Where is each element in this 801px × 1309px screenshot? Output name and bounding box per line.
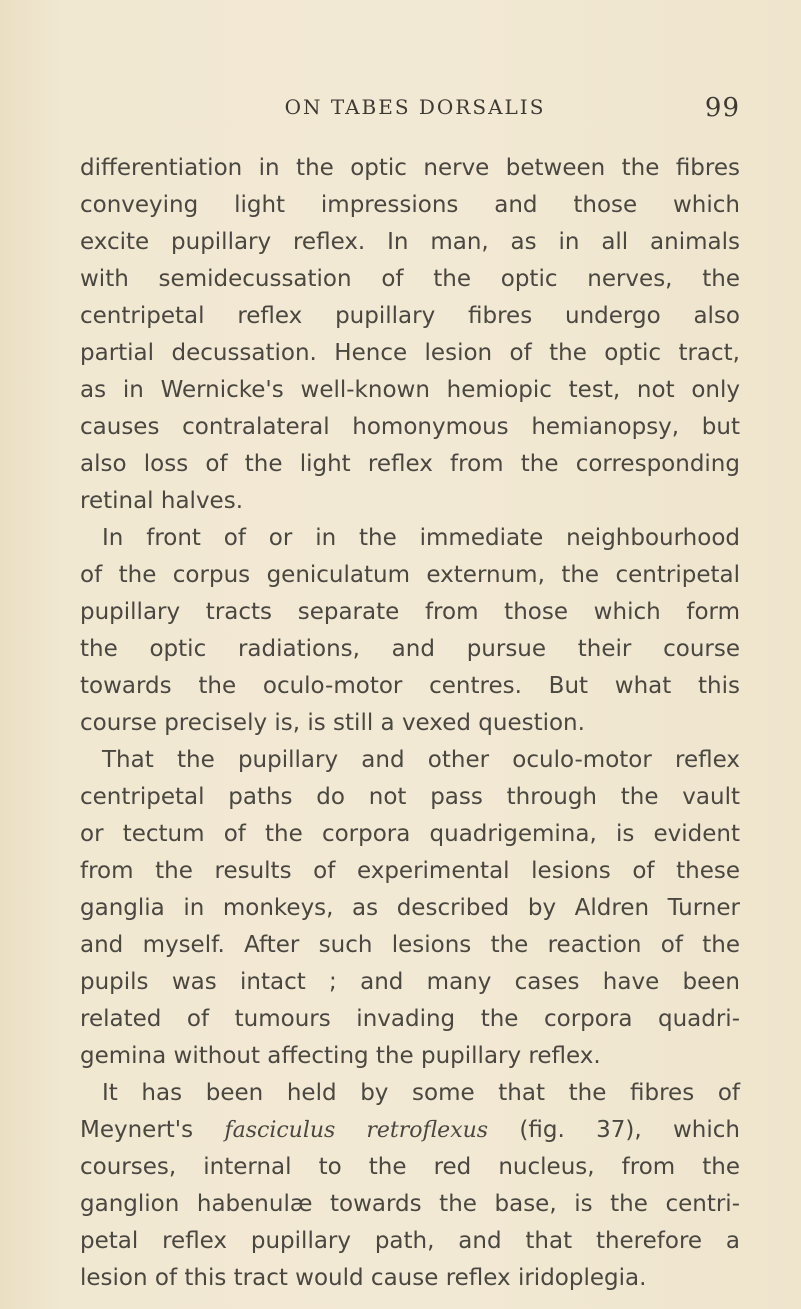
text-line: differentiation in the optic nerve between the fibres [80,155,740,181]
text-line: of the corpus geniculatum externum, the centripetal [80,562,740,588]
text-line: pupils was intact ; and many cases have been [80,969,740,995]
paragraph-first-line: In front of or in the immediate neighbourhood [102,525,740,551]
text-line: from the results of experimental lesions of these [80,858,740,884]
text-line: centripetal paths do not pass through the vault [80,784,740,810]
text-line: with semidecussation of the optic nerves, the [80,266,740,292]
text-line: ganglion habenulæ towards the base, is the centri- [80,1191,740,1217]
text-line: courses, internal to the red nucleus, from the [80,1154,740,1180]
text-line: centripetal reflex pupillary fibres undergo also [80,303,740,329]
page-number: 99 [704,93,740,123]
text-line: towards the oculo-motor centres. But what this [80,673,740,699]
text-line: retinal halves. [80,488,243,514]
running-head: ON TABES DORSALIS [284,95,546,119]
text-line: or tectum of the corpora quadrigemina, is evident [80,821,740,847]
text-line: petal reflex pupillary path, and that therefore a [80,1228,740,1254]
italic-term: fasciculus retroflexus [224,1118,489,1143]
text-line: as in Wernicke's well-known hemiopic test, not only [80,377,740,403]
text-line: related of tumours invading the corpora quadri- [80,1006,740,1032]
text-line: causes contralateral homonymous hemianopsy, but [80,414,740,440]
text-line: lesion of this tract would cause reflex iridoplegia. [80,1265,647,1291]
text-fragment: Meynert's [80,1117,225,1143]
text-line: partial decussation. Hence lesion of the optic tract, [80,340,740,366]
text-line: also loss of the light reflex from the corresponding [80,451,740,477]
text-line: excite pupillary reflex. In man, as in all animals [80,229,740,255]
text-line: course precisely is, is still a vexed question. [80,710,585,736]
text-fragment: (fig. 37), which [488,1117,740,1143]
text-line: pupillary tracts separate from those which form [80,599,740,625]
text-line-with-italic [80,1112,740,1149]
text-line: ganglia in monkeys, as described by Aldren Turner [80,895,740,921]
body-text [80,150,740,1297]
paragraph-first-line: That the pupillary and other oculo-motor reflex [102,747,740,773]
text-line: and myself. After such lesions the reaction of the [80,932,740,958]
text-line: the optic radiations, and pursue their course [80,636,740,662]
text-line: conveying light impressions and those which [80,192,740,218]
paragraph-first-line: It has been held by some that the fibres of [102,1080,740,1106]
page-header [80,95,740,125]
text-line: gemina without affecting the pupillary reflex. [80,1043,601,1069]
